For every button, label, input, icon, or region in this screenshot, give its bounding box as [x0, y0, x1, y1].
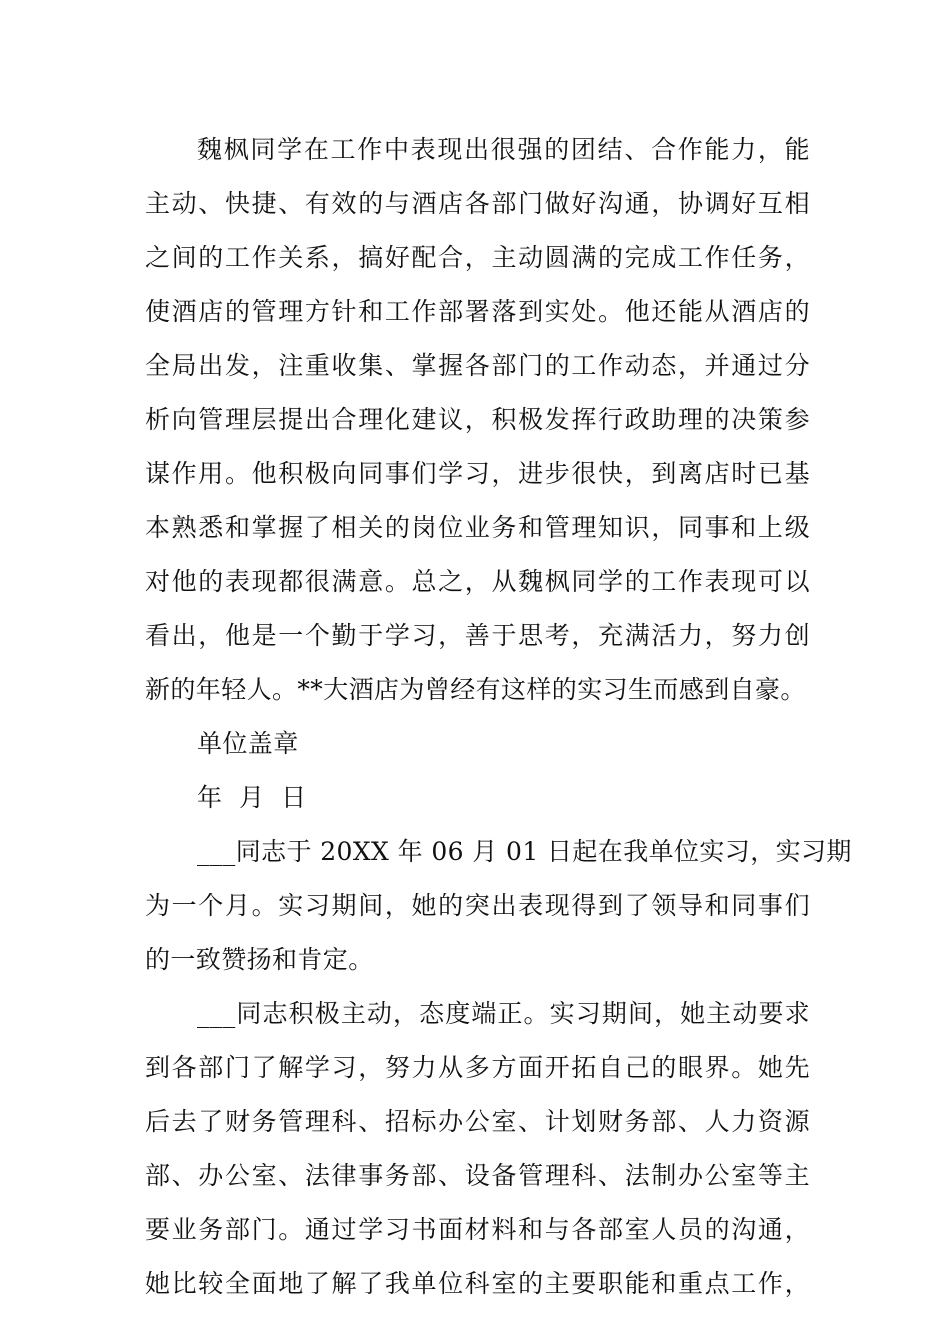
paragraph-line: 为一个月。实习期间，她的突出表现得到了领导和同事们: [145, 891, 810, 920]
unit-seal-label: 单位盖章: [197, 729, 299, 758]
paragraph-line: 的一致赞扬和肯定。: [145, 945, 374, 974]
paragraph-line: ___同志积极主动，态度端正。实习期间，她主动要求: [197, 999, 810, 1028]
date-line: 年 月 日: [197, 783, 307, 812]
paragraph-line: 到各部门了解学习，努力从多方面开拓自己的眼界。她先: [145, 1053, 810, 1082]
paragraph-line: 对他的表现都很满意。总之，从魏枫同学的工作表现可以: [145, 567, 810, 596]
paragraph-line: 之间的工作关系，搞好配合，主动圆满的完成工作任务，: [145, 243, 810, 272]
paragraph-line: 谋作用。他积极向同事们学习，进步很快，到离店时已基: [145, 459, 810, 488]
paragraph-line: 魏枫同学在工作中表现出很强的团结、合作能力，能: [197, 135, 810, 164]
paragraph-line: 她比较全面地了解了我单位科室的主要职能和重点工作，: [145, 1269, 810, 1298]
paragraph-line: 析向管理层提出合理化建议，积极发挥行政助理的决策参: [145, 405, 810, 434]
paragraph-line: 要业务部门。通过学习书面材料和与各部室人员的沟通，: [145, 1215, 810, 1244]
paragraph-line: 全局出发，注重收集、掌握各部门的工作动态，并通过分: [145, 351, 810, 380]
paragraph-line: 本熟悉和掌握了相关的岗位业务和管理知识，同事和上级: [145, 513, 810, 542]
document-body: [145, 123, 852, 1311]
paragraph-line: ___同志于 20XX 年 06 月 01 日起在我单位实习，实习期: [197, 837, 852, 866]
paragraph-line: 新的年轻人。**大酒店为曾经有这样的实习生而感到自豪。: [145, 675, 806, 704]
paragraph-line: 看出，他是一个勤于学习，善于思考，充满活力，努力创: [145, 621, 810, 650]
paragraph-line: 使酒店的管理方针和工作部署落到实处。他还能从酒店的: [145, 297, 810, 326]
paragraph-line: 后去了财务管理科、招标办公室、计划财务部、人力资源: [145, 1107, 810, 1136]
paragraph-line: 部、办公室、法律事务部、设备管理科、法制办公室等主: [145, 1161, 810, 1190]
paragraph-line: 主动、快捷、有效的与酒店各部门做好沟通，协调好互相: [145, 189, 810, 218]
